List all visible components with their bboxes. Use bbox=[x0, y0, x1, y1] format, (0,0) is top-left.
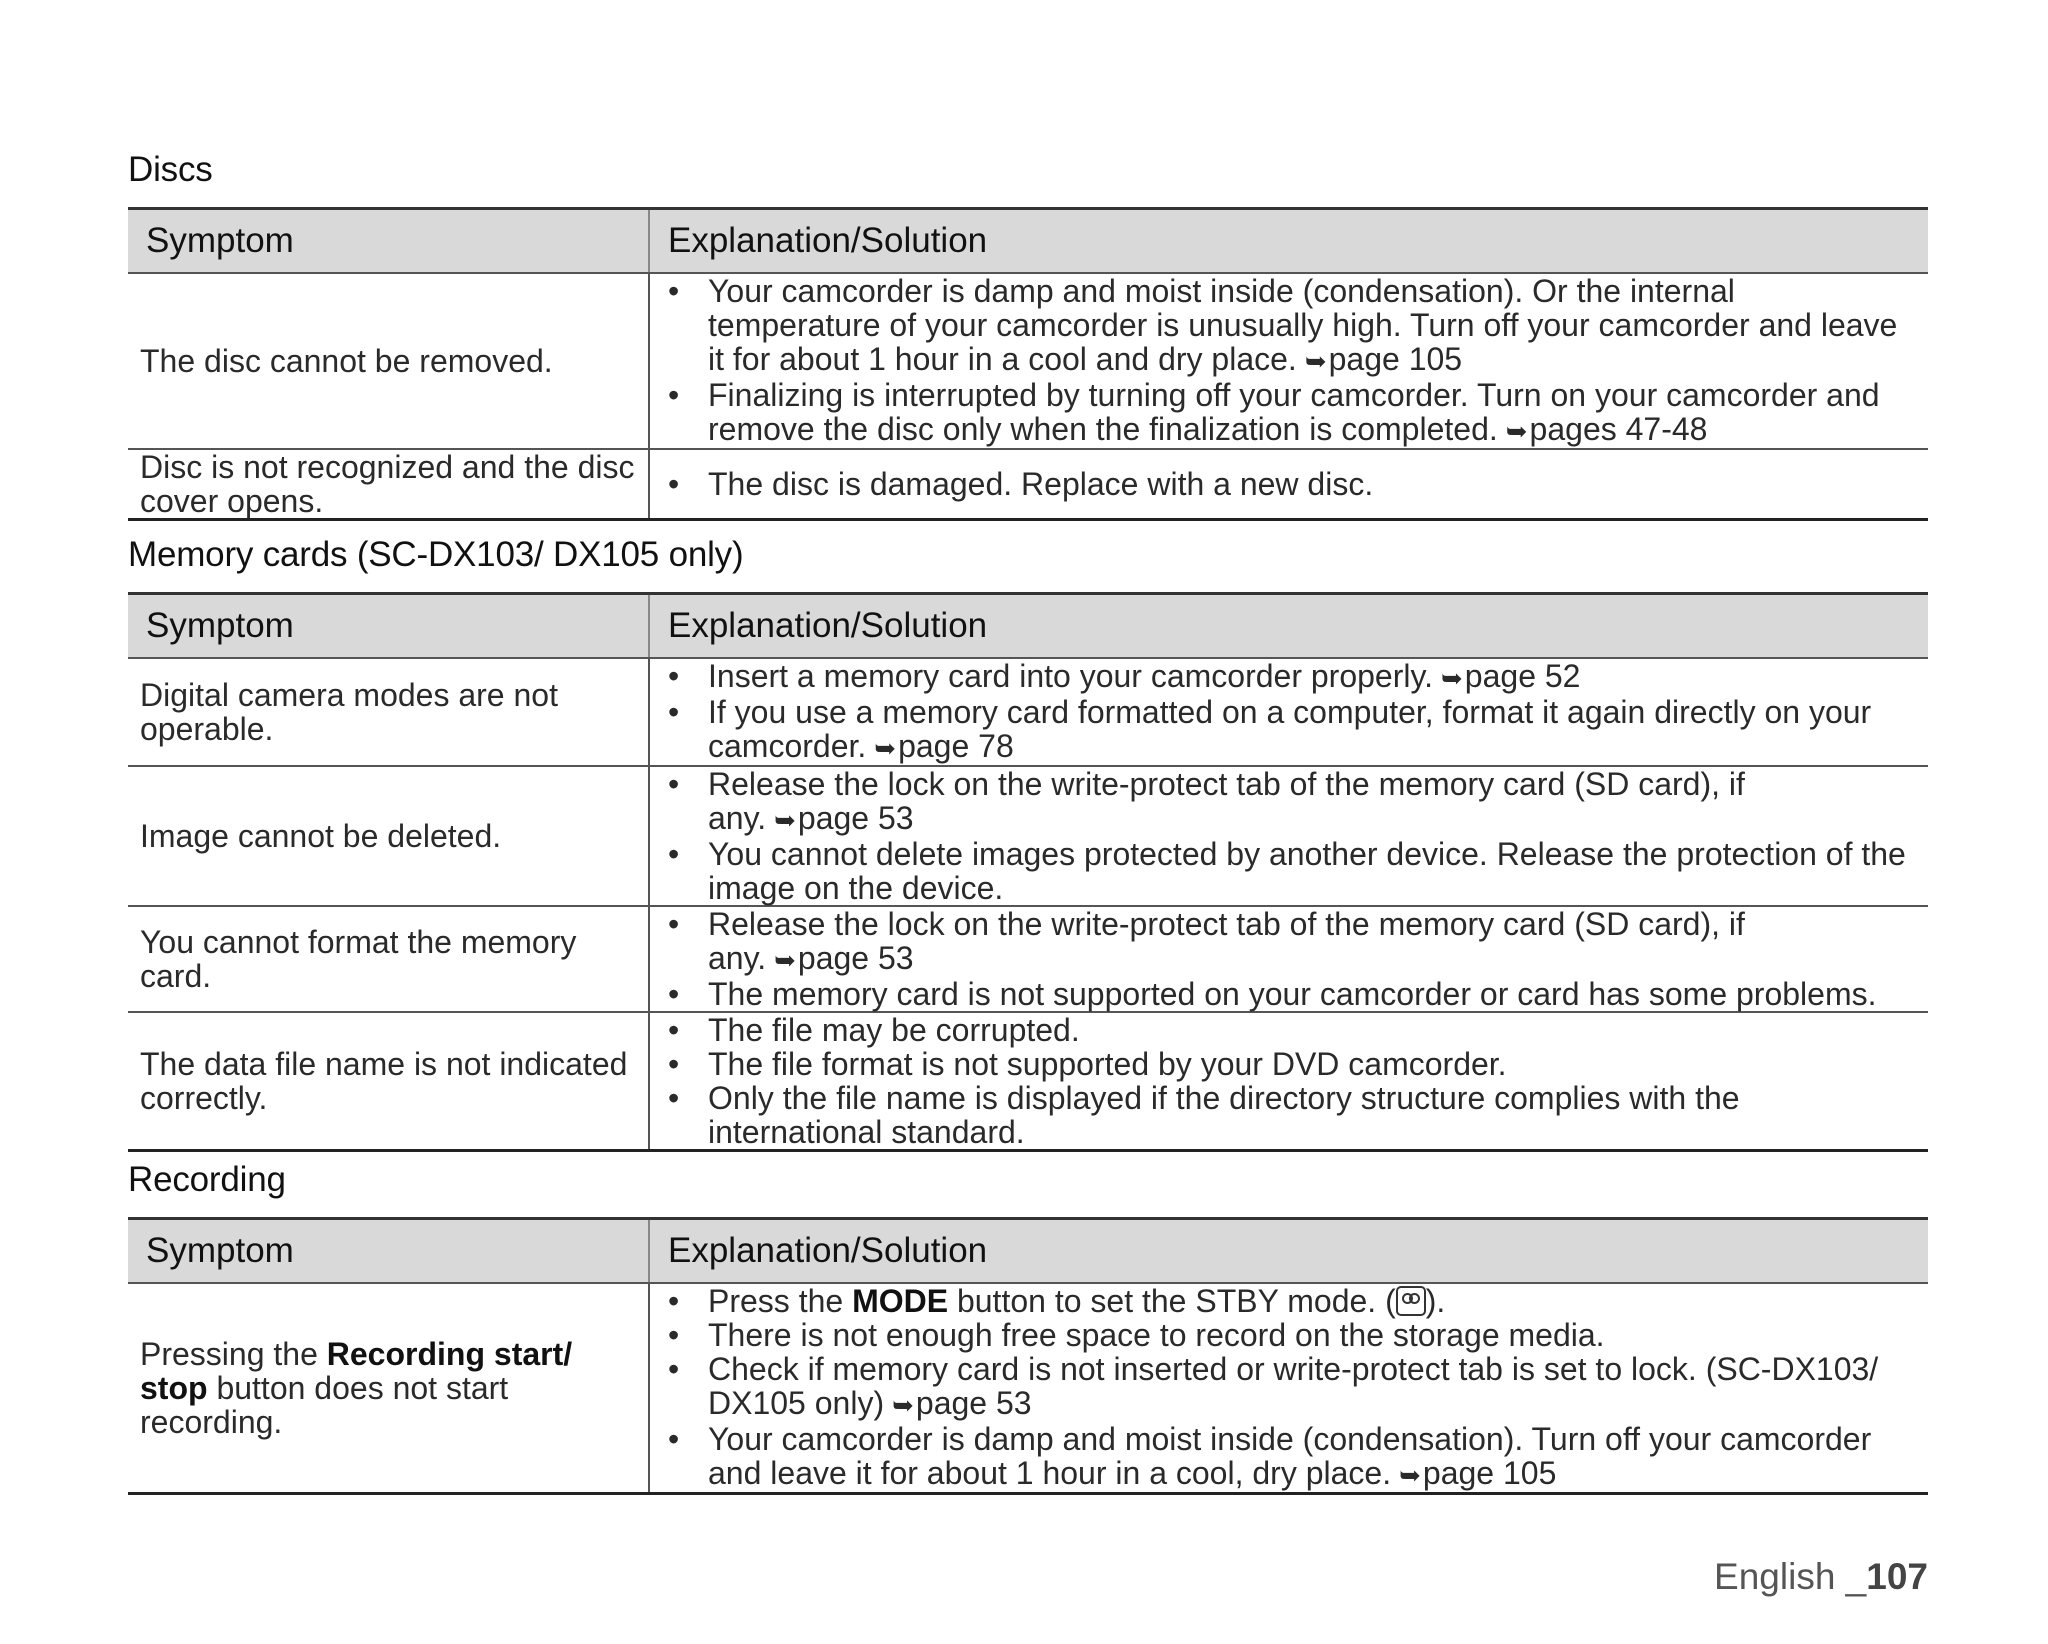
table-row bbox=[128, 1283, 1928, 1494]
symptom-cell: The disc cannot be removed. bbox=[128, 273, 649, 449]
column-header-solution: Explanation/Solution bbox=[649, 1219, 1928, 1284]
symptom-cell bbox=[128, 1283, 649, 1494]
page-footer bbox=[1714, 1556, 1928, 1598]
recording-table bbox=[128, 1217, 1928, 1495]
bullet-text: Your camcorder is damp and moist inside (condensation). Or the internal temperature of your camcorder is unusually high. Turn off your camcorder and leave it for about 1 hour in a cool and dry place. bbox=[708, 273, 1898, 377]
list-item: • The disc is damaged. Replace with a new disc. bbox=[662, 467, 1916, 501]
bullet-text: ). bbox=[1425, 1283, 1446, 1319]
page-number: 107 bbox=[1866, 1556, 1928, 1597]
discs-table bbox=[128, 207, 1928, 521]
list-item bbox=[662, 1422, 1916, 1492]
bullet-text: Release the lock on the write-protect tab of the memory card (SD card), if any. bbox=[708, 766, 1745, 836]
list-item: • Only the file name is displayed if the directory structure complies with the international standard. bbox=[662, 1081, 1916, 1149]
bullet-text: Release the lock on the write-protect tab of the memory card (SD card), if any. bbox=[708, 906, 1745, 976]
column-header-symptom: Symptom bbox=[128, 1219, 649, 1284]
page-reference: page 53 bbox=[797, 800, 914, 836]
bullet-text: If you use a memory card formatted on a computer, format it again directly on your camcorder. bbox=[708, 694, 1872, 764]
list-item: • The file format is not supported by your DVD camcorder. bbox=[662, 1047, 1916, 1081]
reference-arrow-icon: ➥ bbox=[1304, 346, 1327, 376]
symptom-text: button does not start recording. bbox=[140, 1370, 509, 1440]
table-row bbox=[128, 273, 1928, 449]
page-reference: page 105 bbox=[1422, 1455, 1557, 1491]
solution-cell bbox=[649, 449, 1928, 520]
column-header-solution: Explanation/Solution bbox=[649, 594, 1928, 659]
table-row bbox=[128, 766, 1928, 906]
list-item: • The file may be corrupted. bbox=[662, 1013, 1916, 1047]
solution-cell bbox=[649, 658, 1928, 766]
table-row bbox=[128, 449, 1928, 520]
symptom-cell: Image cannot be deleted. bbox=[128, 766, 649, 906]
list-item bbox=[662, 907, 1916, 977]
page-reference: page 78 bbox=[898, 728, 1014, 764]
list-item bbox=[662, 274, 1916, 378]
bullet-text: button to set the STBY mode. ( bbox=[956, 1283, 1396, 1319]
reference-arrow-icon: ➥ bbox=[892, 1390, 914, 1420]
reference-arrow-icon: ➥ bbox=[774, 945, 796, 975]
page-reference: page 53 bbox=[797, 940, 914, 976]
footer-language: English _ bbox=[1714, 1556, 1867, 1597]
list-item bbox=[662, 1284, 1916, 1318]
reference-arrow-icon: ➥ bbox=[774, 805, 796, 835]
solution-cell bbox=[649, 766, 1928, 906]
symptom-text: Pressing the bbox=[140, 1336, 318, 1372]
section-title-discs: Discs bbox=[128, 150, 213, 189]
table-row bbox=[128, 1012, 1928, 1151]
table-row bbox=[128, 658, 1928, 766]
section-title-recording: Recording bbox=[128, 1160, 286, 1199]
solution-cell bbox=[649, 1012, 1928, 1151]
column-header-symptom: Symptom bbox=[128, 209, 649, 274]
list-item: • You cannot delete images protected by another device. Release the protection of the image on the device. bbox=[662, 837, 1916, 905]
list-item bbox=[662, 659, 1916, 695]
column-header-symptom: Symptom bbox=[128, 594, 649, 659]
button-name-recording-start-stop: Recording start/ stop bbox=[140, 1336, 573, 1406]
list-item: • The memory card is not supported on your camcorder or card has some problems. bbox=[662, 977, 1916, 1011]
section-title-memory-cards: Memory cards (SC-DX103/ DX105 only) bbox=[128, 535, 744, 574]
reference-arrow-icon: ➥ bbox=[1505, 416, 1528, 446]
bullet-text: Press the bbox=[708, 1283, 844, 1319]
symptom-cell: Digital camera modes are not operable. bbox=[128, 658, 649, 766]
reference-arrow-icon: ➥ bbox=[1399, 1460, 1421, 1490]
list-item bbox=[662, 1352, 1916, 1422]
reference-arrow-icon: ➥ bbox=[1441, 663, 1463, 693]
table-row bbox=[128, 906, 1928, 1012]
solution-cell bbox=[649, 1283, 1928, 1494]
bullet-text: Your camcorder is damp and moist inside (condensation). Turn off your camcorder and leave it for about 1 hour in a cool, dry place. bbox=[708, 1421, 1872, 1491]
list-item bbox=[662, 695, 1916, 765]
reference-arrow-icon: ➥ bbox=[874, 733, 897, 763]
button-name-mode: MODE bbox=[852, 1283, 949, 1319]
column-header-solution: Explanation/Solution bbox=[649, 209, 1928, 274]
page-reference: page 53 bbox=[915, 1385, 1032, 1421]
symptom-cell: You cannot format the memory card. bbox=[128, 906, 649, 1012]
symptom-cell: Disc is not recognized and the disc cover opens. bbox=[128, 449, 649, 520]
list-item bbox=[662, 767, 1916, 837]
video-camera-icon bbox=[1396, 1286, 1426, 1316]
solution-cell bbox=[649, 273, 1928, 449]
page-reference: pages 47-48 bbox=[1529, 411, 1708, 447]
symptom-cell: The data file name is not indicated correctly. bbox=[128, 1012, 649, 1151]
bullet-text: Insert a memory card into your camcorder properly. bbox=[708, 658, 1433, 694]
solution-cell bbox=[649, 906, 1928, 1012]
memory-cards-table bbox=[128, 592, 1928, 1152]
page-reference: page 52 bbox=[1464, 658, 1581, 694]
bullet-text: Finalizing is interrupted by turning off your camcorder. Turn on your camcorder and remove the disc only when the finalization is completed. bbox=[708, 377, 1880, 447]
list-item bbox=[662, 378, 1916, 448]
bullet-text: Check if memory card is not inserted or write-protect tab is set to lock. (SC-DX103/ DX105 only) bbox=[708, 1351, 1879, 1421]
page-reference: page 105 bbox=[1328, 341, 1463, 377]
list-item: • There is not enough free space to record on the storage media. bbox=[662, 1318, 1916, 1352]
